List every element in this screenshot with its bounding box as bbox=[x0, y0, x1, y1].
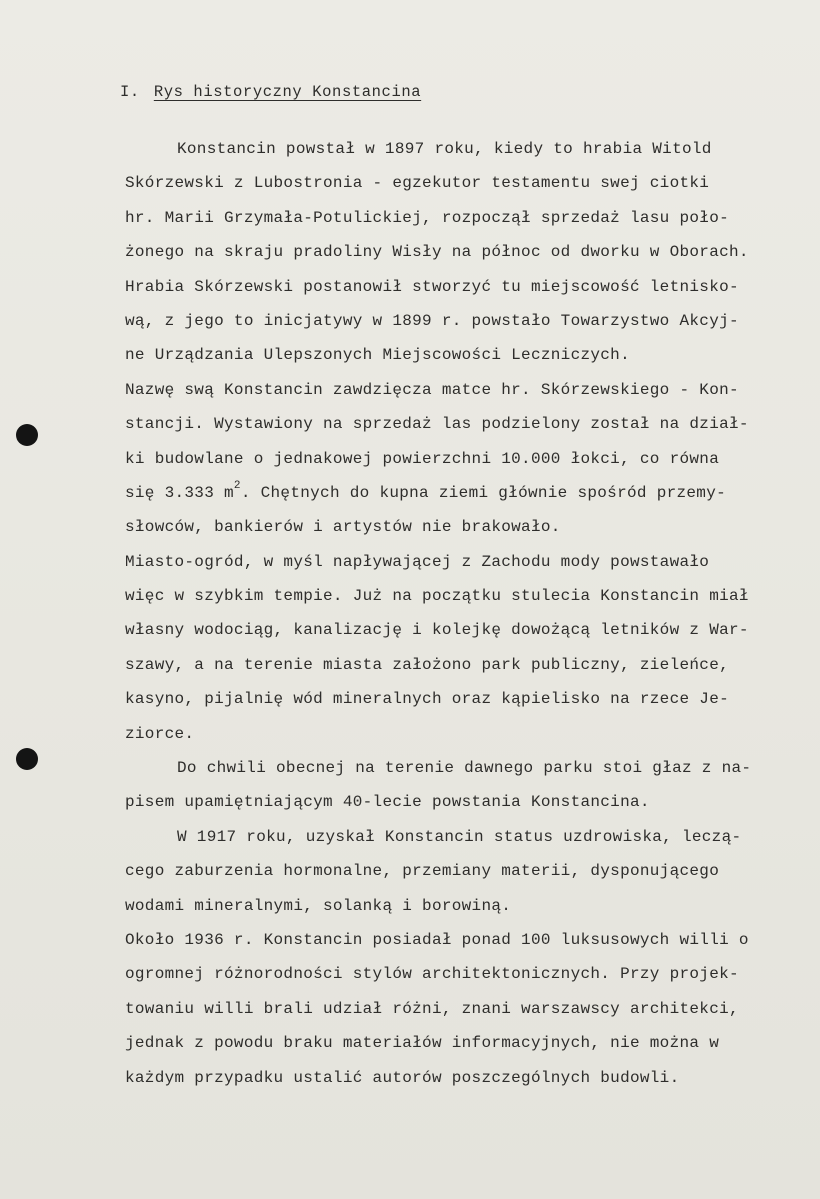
text-line: stancji. Wystawiony na sprzedaż las podzielony został na dział- bbox=[125, 415, 749, 434]
text-line: więc w szybkim tempie. Już na początku stulecia Konstancin miał bbox=[125, 587, 749, 606]
text-line: żonego na skraju pradoliny Wisły na północ od dworku w Oborach. bbox=[125, 243, 749, 262]
text-line: ziorce. bbox=[125, 724, 195, 743]
text-fragment: się 3.333 m bbox=[125, 483, 234, 502]
text-line: Miasto-ogród, w myśl napływającej z Zachodu mody powstawało bbox=[125, 552, 710, 571]
text-line: ogromnej różnorodności stylów architektonicznych. Przy projek- bbox=[125, 965, 739, 984]
text-line: własny wodociąg, kanalizację i kolejkę dowożącą letników z War- bbox=[125, 621, 749, 640]
superscript: 2 bbox=[233, 479, 241, 492]
text-line: W 1917 roku, uzyskał Konstancin status uzdrowiska, leczą- bbox=[177, 827, 742, 846]
text-line: Konstancin powstał w 1897 roku, kiedy to hrabia Witold bbox=[177, 140, 712, 158]
section-title: Rys historyczny Konstancina bbox=[153, 83, 422, 101]
text-line: szawy, a na terenie miasta założono park publiczny, zieleńce, bbox=[125, 655, 729, 674]
text-line: pisem upamiętniającym 40-lecie powstania Konstancina. bbox=[125, 793, 650, 812]
text-line: towaniu willi brali udział różni, znani warszawscy architekci, bbox=[125, 999, 739, 1018]
punch-hole bbox=[16, 424, 38, 446]
punch-hole bbox=[16, 748, 38, 770]
text-line: Około 1936 r. Konstancin posiadał ponad 100 luksusowych willi o bbox=[125, 930, 749, 949]
text-line: wodami mineralnymi, solanką i borowiną. bbox=[125, 896, 512, 915]
text-line: Hrabia Skórzewski postanowił stworzyć tu miejscowość letnisko- bbox=[125, 277, 739, 296]
text-line: Do chwili obecnej na terenie dawnego parku stoi głaz z na- bbox=[177, 759, 752, 778]
text-line: Skórzewski z Lubostronia - egzekutor testamentu swej ciotki bbox=[125, 174, 710, 193]
text-line: cego zaburzenia hormonalne, przemiany materii, dysponującego bbox=[125, 862, 720, 881]
text-line: jednak z powodu braku materiałów informacyjnych, nie można w bbox=[125, 1034, 720, 1053]
body-text bbox=[125, 132, 795, 1095]
section-heading bbox=[120, 83, 421, 101]
text-line: ki budowlane o jednakowej powierzchni 10.000 łokci, co równa bbox=[125, 449, 720, 468]
text-line: słowców, bankierów i artystów nie brakowało. bbox=[125, 518, 561, 537]
text-line: ne Urządzania Ulepszonych Miejscowości Leczniczych. bbox=[125, 346, 630, 365]
text-line: kasyno, pijalnię wód mineralnych oraz kąpielisko na rzece Je- bbox=[125, 690, 729, 709]
section-number: I. bbox=[120, 83, 140, 101]
text-line: hr. Marii Grzymała-Potulickiej, rozpoczął sprzedaż lasu poło- bbox=[125, 208, 729, 227]
text-fragment: . Chętnych do kupna ziemi głównie spośród przemy- bbox=[240, 483, 727, 502]
text-line-with-superscript bbox=[125, 476, 795, 510]
text-line: Nazwę swą Konstancin zawdzięcza matce hr. Skórzewskiego - Kon- bbox=[125, 380, 739, 399]
text-line: wą, z jego to inicjatywy w 1899 r. powstało Towarzystwo Akcyj- bbox=[125, 311, 739, 330]
text-line: każdym przypadku ustalić autorów poszczególnych budowli. bbox=[125, 1068, 680, 1087]
